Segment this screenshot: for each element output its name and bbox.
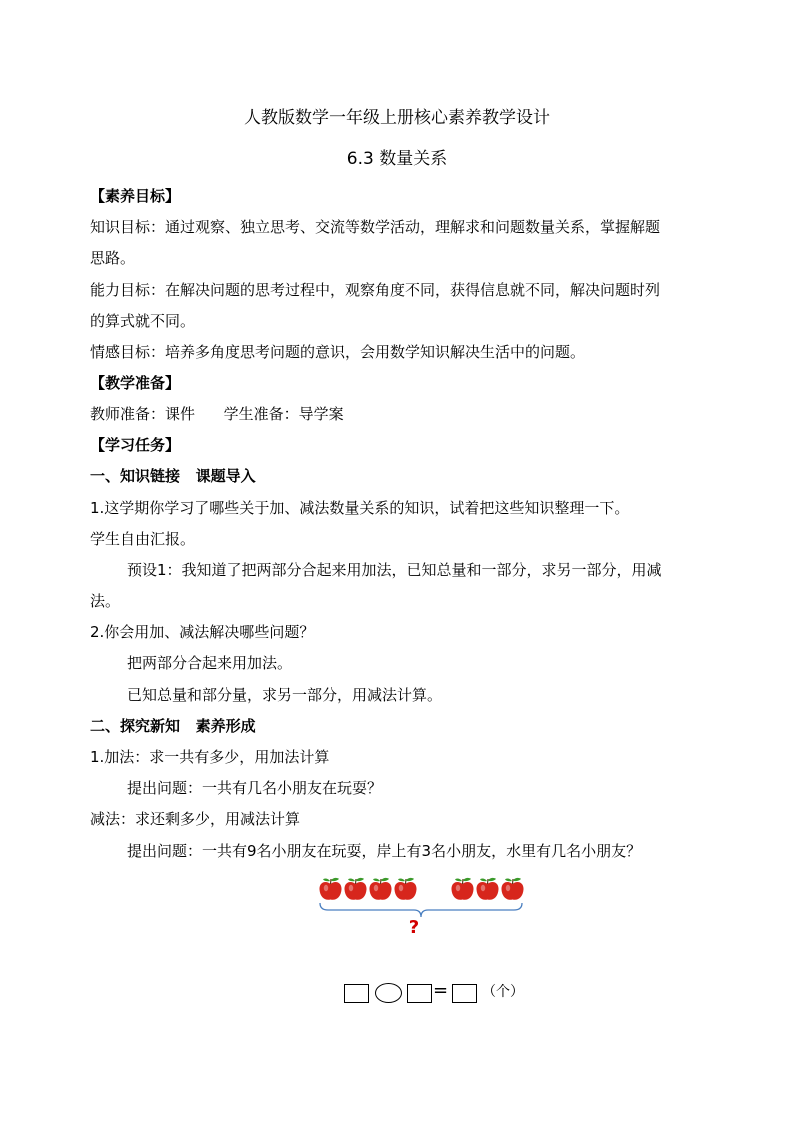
apple-icon — [343, 876, 368, 902]
paragraph-line: 知识目标：通过观察、独立思考、交流等数学活动，理解求和问题数量关系，掌握解题 — [90, 218, 661, 236]
paragraph-line: 思路。 — [90, 249, 136, 267]
paragraph-line: 预设1：我知道了把两部分合起来用加法，已知总量和一部分，求另一部分，用减 — [127, 561, 662, 579]
apple-group-right — [450, 876, 525, 902]
paragraph-line: 教师准备：课件 学生准备：导学案 — [90, 405, 344, 423]
apple-icon — [393, 876, 418, 902]
answer-box[interactable] — [407, 984, 432, 1003]
paragraph-line: 学生自由汇报。 — [90, 530, 196, 548]
paragraph-line: 法。 — [90, 592, 121, 610]
answer-box[interactable] — [452, 984, 477, 1003]
paragraph-line: 2.你会用加、减法解决哪些问题？ — [90, 623, 315, 641]
paragraph-line: 已知总量和部分量，求另一部分，用减法计算。 — [127, 686, 443, 704]
document-subtitle: 6.3 数量关系 — [346, 149, 448, 169]
operator-oval[interactable] — [375, 983, 402, 1003]
apple-icon — [450, 876, 475, 902]
paragraph-line: 把两部分合起来用加法。 — [127, 654, 293, 672]
paragraph-line: 1.这学期你学习了哪些关于加、减法数量关系的知识，试着把这些知识整理一下。 — [90, 499, 630, 517]
paragraph-line: 减法：求还剩多少，用减法计算 — [90, 810, 301, 828]
answer-box[interactable] — [344, 984, 369, 1003]
paragraph-line: 的算式就不同。 — [90, 312, 196, 330]
paragraph-line: 提出问题：一共有几名小朋友在玩耍？ — [127, 779, 383, 797]
subsection-heading-intro: 一、知识链接 课题导入 — [90, 467, 256, 485]
apple-icon — [475, 876, 500, 902]
question-mark: ? — [408, 917, 420, 938]
section-heading-tasks: 【学习任务】 — [90, 436, 181, 454]
apple-icon — [368, 876, 393, 902]
section-heading-goals: 【素养目标】 — [90, 187, 181, 205]
section-heading-preparation: 【教学准备】 — [90, 374, 181, 392]
equals-sign: = — [433, 980, 449, 1001]
apple-icon — [500, 876, 525, 902]
subsection-heading-explore: 二、探究新知 素养形成 — [90, 717, 256, 735]
paragraph-line: 情感目标：培养多角度思考问题的意识，会用数学知识解决生活中的问题。 — [90, 343, 586, 361]
apple-group-left — [318, 876, 418, 902]
unit-label: （个） — [482, 984, 524, 1000]
paragraph-line: 能力目标：在解决问题的思考过程中，观察角度不同，获得信息就不同，解决问题时列 — [90, 281, 661, 299]
paragraph-line: 提出问题：一共有9名小朋友在玩耍，岸上有3名小朋友，水里有几名小朋友？ — [127, 842, 642, 860]
paragraph-line: 1.加法：求一共有多少，用加法计算 — [90, 748, 330, 766]
apple-icon — [318, 876, 343, 902]
document-title: 人教版数学一年级上册核心素养教学设计 — [244, 108, 550, 128]
